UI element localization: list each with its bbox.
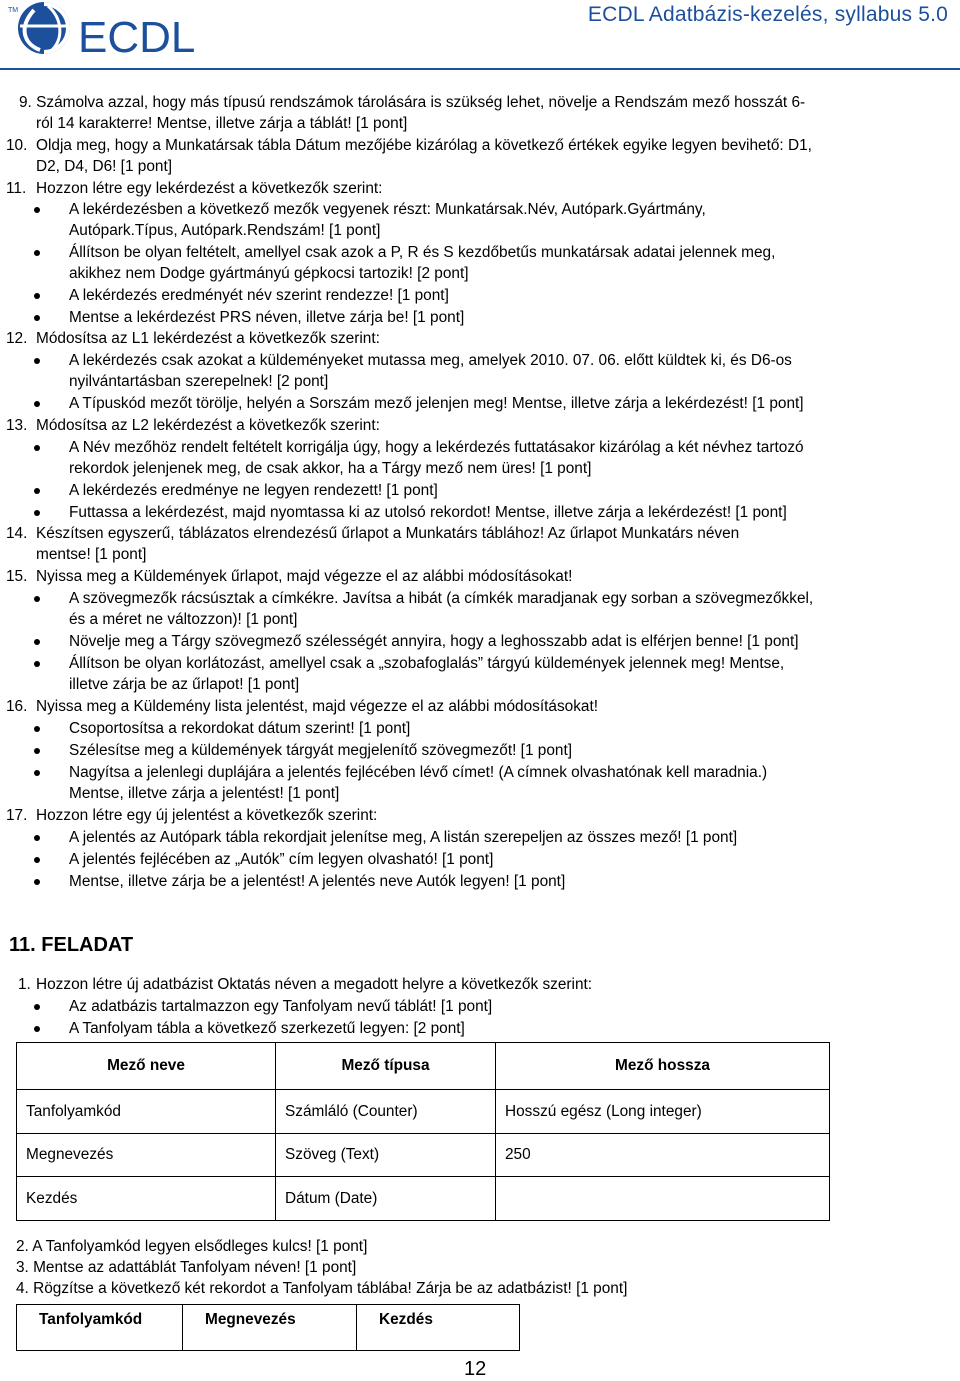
task-10-number: 10. [6,137,28,154]
bullet-icon [34,510,40,516]
task-11-bullet-1-line-1: A lekérdezésben a következő mezők vegyenek részt: Munkatársak.Név, Autópark.Gyártmány, [69,201,706,218]
bullet-icon [34,857,40,863]
task-13-bullet-3: Futtassa a lekérdezést, majd nyomtassa ki az utolsó rekordot! Mentse, illetve zárja a lekérdezést! [1 pont] [69,504,787,521]
section-task-1-bullet-1: Az adatbázis tartalmazzon egy Tanfolyam nevű táblát! [1 pont] [69,998,493,1015]
column-header: Mező típusa [276,1043,496,1090]
section-title: 11. FELADAT [9,934,134,956]
column-header: Tanfolyamkód [17,1305,183,1351]
task-16-bullet-3-line-1: Nagyítsa a jelenlegi duplájára a jelentés fejlécében lévő címet! (A címnek olvashatónak kell maradnia.) [69,764,768,781]
task-17-text: Hozzon létre egy új jelentést a következők szerint: [36,807,378,824]
column-header: Mező hossza [496,1043,830,1090]
task-9-line-2: ról 14 karakterre! Mentse, illetve zárja a táblát! [1 pont] [36,115,408,132]
tanfolyam-structure-table [16,1042,830,1221]
bullet-icon [34,879,40,885]
table-cell: Megnevezés [17,1134,276,1177]
task-12-bullet-1-line-2: nyilvántartásban szerepelnek! [2 pont] [69,373,329,390]
task-13-text: Módosítsa az L2 lekérdezést a következők szerint: [36,417,380,434]
task-16-text: Nyissa meg a Küldemény lista jelentést, majd végezze el az alábbi módosításokat! [36,698,599,715]
column-header: Kezdés [357,1305,520,1351]
section-task-4: 4. Rögzítse a következő két rekordot a Tanfolyam táblába! Zárja be az adatbázist! [1 pont] [16,1280,628,1297]
bullet-icon [34,1026,40,1032]
bullet-icon [34,445,40,451]
task-13-bullet-1-line-1: A Név mezőhöz rendelt feltételt korrigálja úgy, hogy a lekérdezés futtatásakor kizárólag a két névhez tartozó [69,439,804,456]
section-task-1-bullet-2: A Tanfolyam tábla a következő szerkezetű legyen: [2 pont] [69,1020,465,1037]
section-task-1-number: 1. [18,976,31,993]
task-15-bullet-1-line-1: A szövegmezők rácsúsztak a címkékre. Javítsa a hibát (a címkék maradjanak egy sorban a szövegmezőkkel, [69,590,814,607]
table-cell: Hosszú egész (Long integer) [496,1090,830,1134]
trademark-mark: TM [8,7,19,14]
bullet-icon [34,1004,40,1010]
bullet-icon [34,639,40,645]
table-cell: Kezdés [17,1177,276,1221]
section-task-3: 3. Mentse az adattáblát Tanfolyam néven! [1 pont] [16,1259,357,1276]
bullet-icon [34,726,40,732]
task-17-bullet-2: A jelentés fejlécében az „Autók” cím legyen olvasható! [1 pont] [69,851,494,868]
task-17-number: 17. [6,807,28,824]
task-12-text: Módosítsa az L1 lekérdezést a következők szerint: [36,330,380,347]
task-11-text: Hozzon létre egy lekérdezést a következők szerint: [36,180,383,197]
task-15-bullet-1-line-2: és a méret ne változzon)! [1 pont] [69,611,298,628]
table-cell: Tanfolyamkód [17,1090,276,1134]
table-cell [496,1177,830,1221]
bullet-icon [34,250,40,256]
page-header [0,0,960,70]
section-task-2: 2. A Tanfolyamkód legyen elsődleges kulcs! [1 pont] [16,1238,368,1255]
table-cell: 250 [496,1134,830,1177]
task-17-bullet-3: Mentse, illetve zárja be a jelentést! A jelentés neve Autók legyen! [1 pont] [69,873,566,890]
task-9-line-1: 9. Számolva azzal, hogy más típusú rendszámok tárolására is szükség lehet, növelje a Rendszám mező hosszát 6- [19,94,806,111]
tanfolyam-records-table [16,1304,520,1351]
page-number: 12 [464,1358,487,1380]
task-13-number: 13. [6,417,28,434]
task-16-bullet-3-line-2: Mentse, illetve zárja a jelentést! [1 pont] [69,785,340,802]
task-12-number: 12. [6,330,28,347]
bullet-icon [34,293,40,299]
ecdl-logo [4,0,224,62]
table-cell: Dátum (Date) [276,1177,496,1221]
table-header-row [17,1043,830,1090]
task-15-bullet-3-line-1: Állítson be olyan korlátozást, amellyel csak a „szobafoglalás” tárgyú küldemények jelennek meg! Mentse, [69,655,785,672]
bullet-icon [34,488,40,494]
bullet-icon [34,596,40,602]
task-11-bullet-4: Mentse a lekérdezést PRS néven, illetve zárja be! [1 pont] [69,309,465,326]
task-13-bullet-1-line-2: rekordok jelenjenek meg, de csak akkor, ha a Tárgy mező nem üres! [1 pont] [69,460,592,477]
table-cell: Számláló (Counter) [276,1090,496,1134]
column-header: Megnevezés [183,1305,357,1351]
task-16-bullet-2: Szélesítse meg a küldemények tárgyát megjelenítő szövegmezőt! [1 pont] [69,742,573,759]
bullet-icon [34,835,40,841]
task-11-number: 11. [6,180,27,197]
header-divider [0,68,960,70]
table-row [17,1177,830,1221]
task-14-number: 14. [6,525,28,542]
task-11-bullet-2-line-1: Állítson be olyan feltételt, amellyel csak azok a P, R és S kezdőbetűs munkatársak adatai jelennek meg, [69,244,776,261]
task-15-text: Nyissa meg a Küldemények űrlapot, majd végezze el az alábbi módosításokat! [36,568,573,585]
bullet-icon [34,748,40,754]
section-task-1-text: Hozzon létre új adatbázist Oktatás néven a megadott helyre a következők szerint: [36,976,593,993]
task-15-bullet-3-line-2: illetve zárja be az űrlapot! [1 pont] [69,676,300,693]
task-17-bullet-1: A jelentés az Autópark tábla rekordjait jelenítse meg, A listán szerepeljen az összes mező! [1 pont] [69,829,738,846]
column-header: Mező neve [17,1043,276,1090]
bullet-icon [34,207,40,213]
task-12-bullet-2: A Típuskód mezőt törölje, helyén a Sorszám mező jelenjen meg! Mentse, illetve zárja a lekérdezést! [1 pont] [69,395,804,412]
task-11-bullet-2-line-2: akikhez nem Dodge gyártmányú gépkocsi tartozik! [2 pont] [69,265,469,282]
task-10-line-2: D2, D4, D6! [1 pont] [36,158,173,175]
table-header-row [17,1305,520,1351]
syllabus-title: ECDL Adatbázis-kezelés, syllabus 5.0 [587,3,948,26]
task-16-number: 16. [6,698,28,715]
task-11-bullet-3: A lekérdezés eredményét név szerint rendezze! [1 pont] [69,287,449,304]
task-13-bullet-2: A lekérdezés eredménye ne legyen rendezett! [1 pont] [69,482,438,499]
task-14-line-2: mentse! [1 pont] [36,546,147,563]
task-14-line-1: Készítsen egyszerű, táblázatos elrendezésű űrlapot a Munkatárs táblához! Az űrlapot Munkatárs néven [36,525,740,542]
bullet-icon [34,661,40,667]
task-10-line-1: Oldja meg, hogy a Munkatársak tábla Dátum mezőjébe kizárólag a következő értékek egyike legyen bevihető: D1, [36,137,812,154]
table-cell: Szöveg (Text) [276,1134,496,1177]
bullet-icon [34,770,40,776]
table-row [17,1134,830,1177]
bullet-icon [34,358,40,364]
task-11-bullet-1-line-2: Autópark.Típus, Autópark.Rendszám! [1 pont] [69,222,381,239]
task-12-bullet-1-line-1: A lekérdezés csak azokat a küldeményeket mutassa meg, amelyek 2010. 07. 06. előtt küldtek ki, és D6-os [69,352,792,369]
bullet-icon [34,315,40,321]
bullet-icon [34,401,40,407]
table-row [17,1090,830,1134]
ecdl-wordmark: ECDL [78,13,196,62]
task-15-bullet-2: Növelje meg a Tárgy szövegmező szélességét annyira, hogy a leghosszabb adat is elférjen benne! [1 pont] [69,633,799,650]
task-15-number: 15. [6,568,28,585]
task-16-bullet-1: Csoportosítsa a rekordokat dátum szerint! [1 pont] [69,720,411,737]
